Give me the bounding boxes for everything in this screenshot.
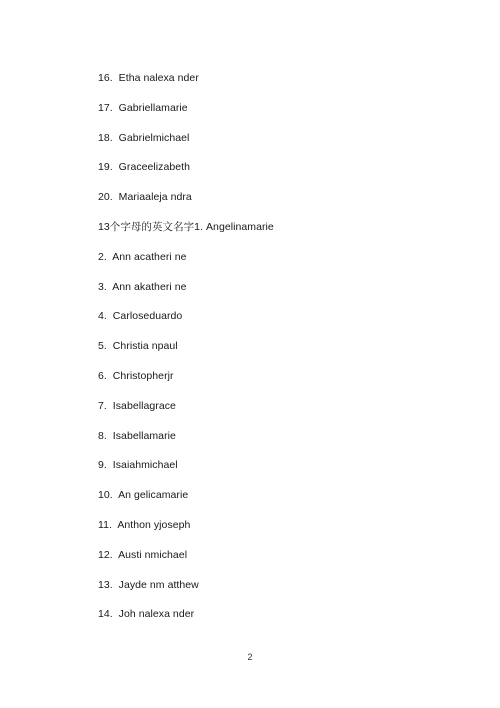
list-item: 11. Anthon yjoseph — [98, 518, 191, 531]
list-item: 8. Isabellamarie — [98, 429, 176, 442]
list-item: 14. Joh nalexa nder — [98, 608, 195, 621]
list-item: 10. An gelicamarie — [98, 489, 189, 502]
list-item: 3. Ann akatheri ne — [98, 280, 187, 293]
page-number: 2 — [247, 652, 253, 662]
list-item: 5. Christia npaul — [98, 340, 178, 353]
list-item: 9. Isaiahmichael — [98, 459, 178, 472]
list-item: 13. Jayde nm atthew — [98, 578, 199, 591]
list-item: 18. Gabrielmichael — [98, 131, 190, 144]
list-item: 7. Isabellagrace — [98, 399, 176, 412]
list-item: 6. Christopherjr — [98, 369, 174, 382]
list-item: 19. Graceelizabeth — [98, 161, 191, 174]
list-item: 2. Ann acatheri ne — [98, 250, 187, 263]
list-item: 4. Carloseduardo — [98, 310, 183, 323]
list-item: 12. Austi nmichael — [98, 548, 188, 561]
section-heading-line: 13个字母的英文名字1. Angelinamarie — [98, 220, 274, 233]
name-list — [98, 71, 478, 637]
list-item: 20. Mariaaleja ndra — [98, 191, 192, 204]
list-item: 16. Etha nalexa nder — [98, 72, 199, 84]
list-item: 17. Gabriellamarie — [98, 101, 188, 114]
